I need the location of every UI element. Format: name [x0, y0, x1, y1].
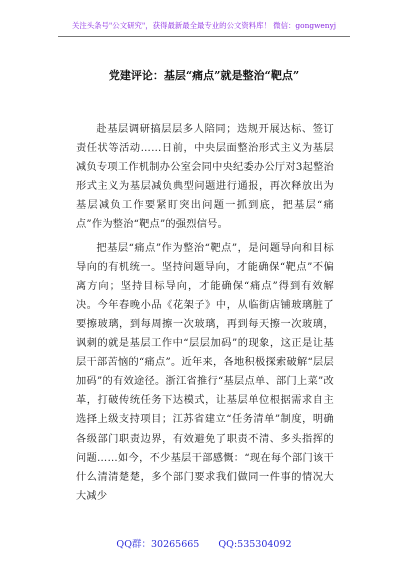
- footer-contact: [0, 536, 408, 550]
- header-divider: [58, 36, 350, 37]
- footer-qq-number: QQ:535304092: [218, 539, 292, 550]
- top-banner: 关注头条号"公文研究"，获得最新最全最专业的公文资料库！ 微信：gongwenyj: [71, 21, 337, 30]
- footer-qq-group: QQ群：30265665: [116, 539, 200, 550]
- paragraph-1: 赴基层调研搞层层多人陪同；迭规开展达标、签订责任状等活动……日前，中央层面整治形式主义为基层减负专项工作机制办公室会同中央纪委办公厅对3起整治形式主义为基层减负典型问题进行通报，再次释放出为基层减负工作要紧盯突出问题一抓到底，把基层“痛点”作为整治“靶点”的强烈信号。: [76, 124, 334, 231]
- article-title: 党建评论：基层“痛点”就是整治“靶点”: [108, 69, 300, 82]
- paragraph-2: 把基层“痛点”作为整治“靶点”，是问题导向和目标导向的有机统一。坚持问题导向，才能确保“靶点”不偏离方向；坚持目标导向，才能确保“痛点”得到有效解决。今年春晚小品《花架子》中，从临街店铺玻璃脏了要擦玻璃，到每周擦一次玻璃，再到每天擦一次玻璃，讽刺的就是基层工作中“层层加码”的现象，这正是让基层干部苦恼的“痛点”。近年来，各地积极探索破解“层层加码”的有效途径。浙江省推行“基层点单、部门上菜”改革，打破传统任务下达模式，让基层单位根据需求自主选择上级支持项目；江苏省建立“任务清单”制度，明确各级部门职责边界，有效避免了职责不清、多头指挥的问题……如今，不少基层干部感慨：“现在每个部门该干什么清清楚楚，多个部门要求我们做同一件事的情况大大减少: [76, 242, 334, 502]
- article-body: [76, 120, 334, 506]
